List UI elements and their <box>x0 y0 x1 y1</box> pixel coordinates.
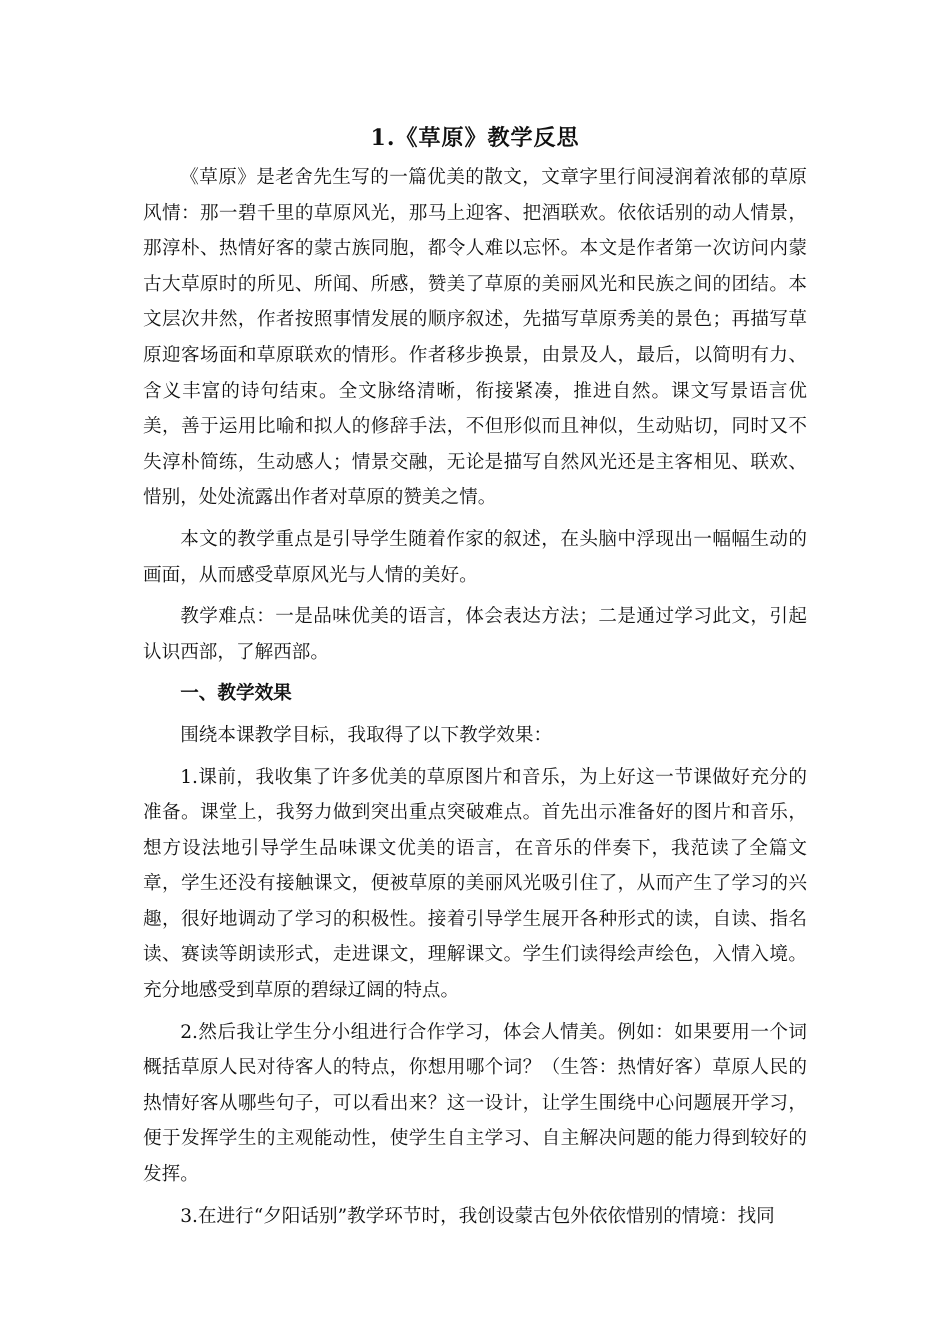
paragraph-effect-intro: 围绕本课教学目标，我取得了以下教学效果： <box>180 724 553 746</box>
paragraph-point-1: 1.课前，我收集了许多优美的草原图片和音乐，为上好这一节课做好充分的准备。课堂上，我努力做到突出重点突破难点。首先出示准备好的图片和音乐，想方设法地引导学生品味课文优美的语言，在音乐的伴奏下，我范读了全篇文章，学生还没有接触课文，便被草原的美丽风光吸引住了，从而产生了学习的兴趣，很好地调动了学习的积极性。接着引导学生展开各种形式的读，自读、指名读、赛读等朗读形式，走进课文，理解课文。学生们读得绘声绘色，入情入境。充分地感受到草原的碧绿辽阔的特点。 <box>143 766 807 1002</box>
paragraph-point-2: 2.然后我让学生分小组进行合作学习，体会人情美。例如：如果要用一个词概括草原人民对待客人的特点，你想用哪个词？（生答：热情好客）草原人民的热情好客从哪些句子，可以看出来？这一设计，让学生围绕中心问题展开学习，便于发挥学生的主观能动性，使学生自主学习、自主解决问题的能力得到较好的发挥。 <box>143 1021 807 1186</box>
document-page <box>143 118 807 1234</box>
paragraph-intro: 《草原》是老舍先生写的一篇优美的散文，文章字里行间浸润着浓郁的草原风情：那一碧千里的草原风光，那马上迎客、把酒联欢。依依话别的动人情景，那淳朴、热情好客的蒙古族同胞，都令人难以忘怀。本文是作者第一次访问内蒙古大草原时的所见、所闻、所感，赞美了草原的美丽风光和民族之间的团结。本文层次井然，作者按照事情发展的顺序叙述，先描写草原秀美的景色；再描写草原迎客场面和草原联欢的情形。作者移步换景，由景及人，最后，以简明有力、含义丰富的诗句结束。全文脉络清晰，衔接紧凑，推进自然。课文写景语言优美，善于运用比喻和拟人的修辞手法，不但形似而且神似，生动贴切，同时又不失淳朴简练，生动感人；情景交融，无论是描写自然风光还是主客相见、联欢、惜别，处处流露出作者对草原的赞美之情。 <box>143 167 807 509</box>
section-heading-teaching-effect: 一、教学效果 <box>180 683 292 705</box>
paragraph-difficulty: 教学难点：一是品味优美的语言，体会表达方法；二是通过学习此文，引起认识西部，了解西部。 <box>143 606 807 663</box>
paragraph-key-point: 本文的教学重点是引导学生随着作家的叙述，在头脑中浮现出一幅幅生动的画面，从而感受草原风光与人情的美好。 <box>143 528 807 586</box>
document-title: 1.《草原》教学反思 <box>370 125 580 151</box>
paragraph-point-3: 3.在进行“夕阳话别”教学环节时，我创设蒙古包外依依惜别的情境：找同 <box>180 1205 775 1227</box>
